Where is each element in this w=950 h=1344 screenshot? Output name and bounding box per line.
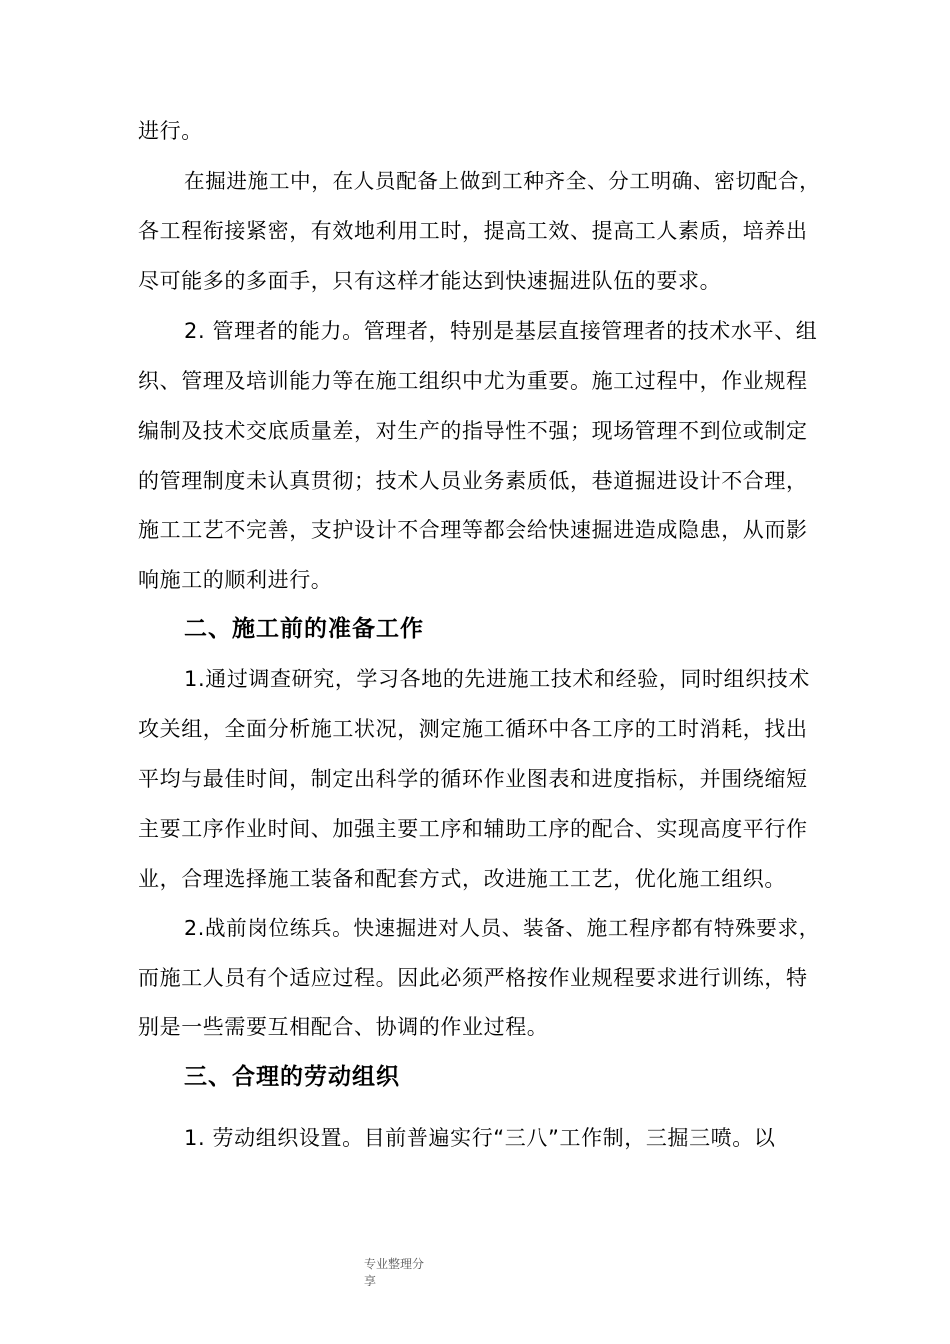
text-line: 的管理制度未认真贯彻；技术人员业务素质低，巷道掘进设计不合理， bbox=[138, 469, 808, 493]
text-line: 尽可能多的多面手，只有这样才能达到快速掘进队伍的要求。 bbox=[138, 269, 722, 293]
text-line: 主要工序作业时间、加强主要工序和辅助工序的配合、实现高度平行作 bbox=[138, 817, 808, 841]
text-line: 编制及技术交底质量差，对生产的指导性不强；现场管理不到位或制定 bbox=[138, 419, 808, 443]
text-line: 攻关组，全面分析施工状况，测定施工循环中各工序的工时消耗，找出 bbox=[138, 717, 808, 741]
text-line: 在掘进施工中，在人员配备上做到工种齐全、分工明确、密切配合， bbox=[184, 169, 821, 193]
text-line: 施工工艺不完善，支护设计不合理等都会给快速掘进造成隐患，从而影 bbox=[138, 518, 808, 542]
text-line: 进行。 bbox=[138, 119, 203, 143]
text-line: 2. 管理者的能力。管理者，特别是基层直接管理者的技术水平、组 bbox=[184, 319, 818, 343]
section-heading: 三、合理的劳动组织 bbox=[184, 1064, 400, 1090]
text-line: 而施工人员有个适应过程。因此必须严格按作业规程要求进行训练，特 bbox=[138, 966, 808, 990]
text-line: 平均与最佳时间，制定出科学的循环作业图表和进度指标，并围绕缩短 bbox=[138, 767, 808, 791]
text-line: 2.战前岗位练兵。快速掘进对人员、装备、施工程序都有特殊要求， bbox=[184, 916, 820, 940]
text-line: 响施工的顺利进行。 bbox=[138, 568, 333, 592]
page-footer: 专业整理分享 bbox=[364, 1257, 425, 1288]
text-line: 各工程衔接紧密，有效地利用工时，提高工效、提高工人素质，培养出 bbox=[138, 219, 808, 243]
text-line: 别是一些需要互相配合、协调的作业过程。 bbox=[138, 1015, 549, 1039]
section-heading: 二、施工前的准备工作 bbox=[184, 616, 424, 642]
text-line: 1.通过调查研究，学习各地的先进施工技术和经验，同时组织技术 bbox=[184, 667, 811, 691]
text-line: 业，合理选择施工装备和配套方式，改进施工工艺，优化施工组织。 bbox=[138, 867, 786, 891]
text-line: 1. 劳动组织设置。目前普遍实行“三八”工作制，三掘三喷。以 bbox=[184, 1126, 776, 1150]
text-line: 织、管理及培训能力等在施工组织中尤为重要。施工过程中，作业规程 bbox=[138, 369, 808, 393]
